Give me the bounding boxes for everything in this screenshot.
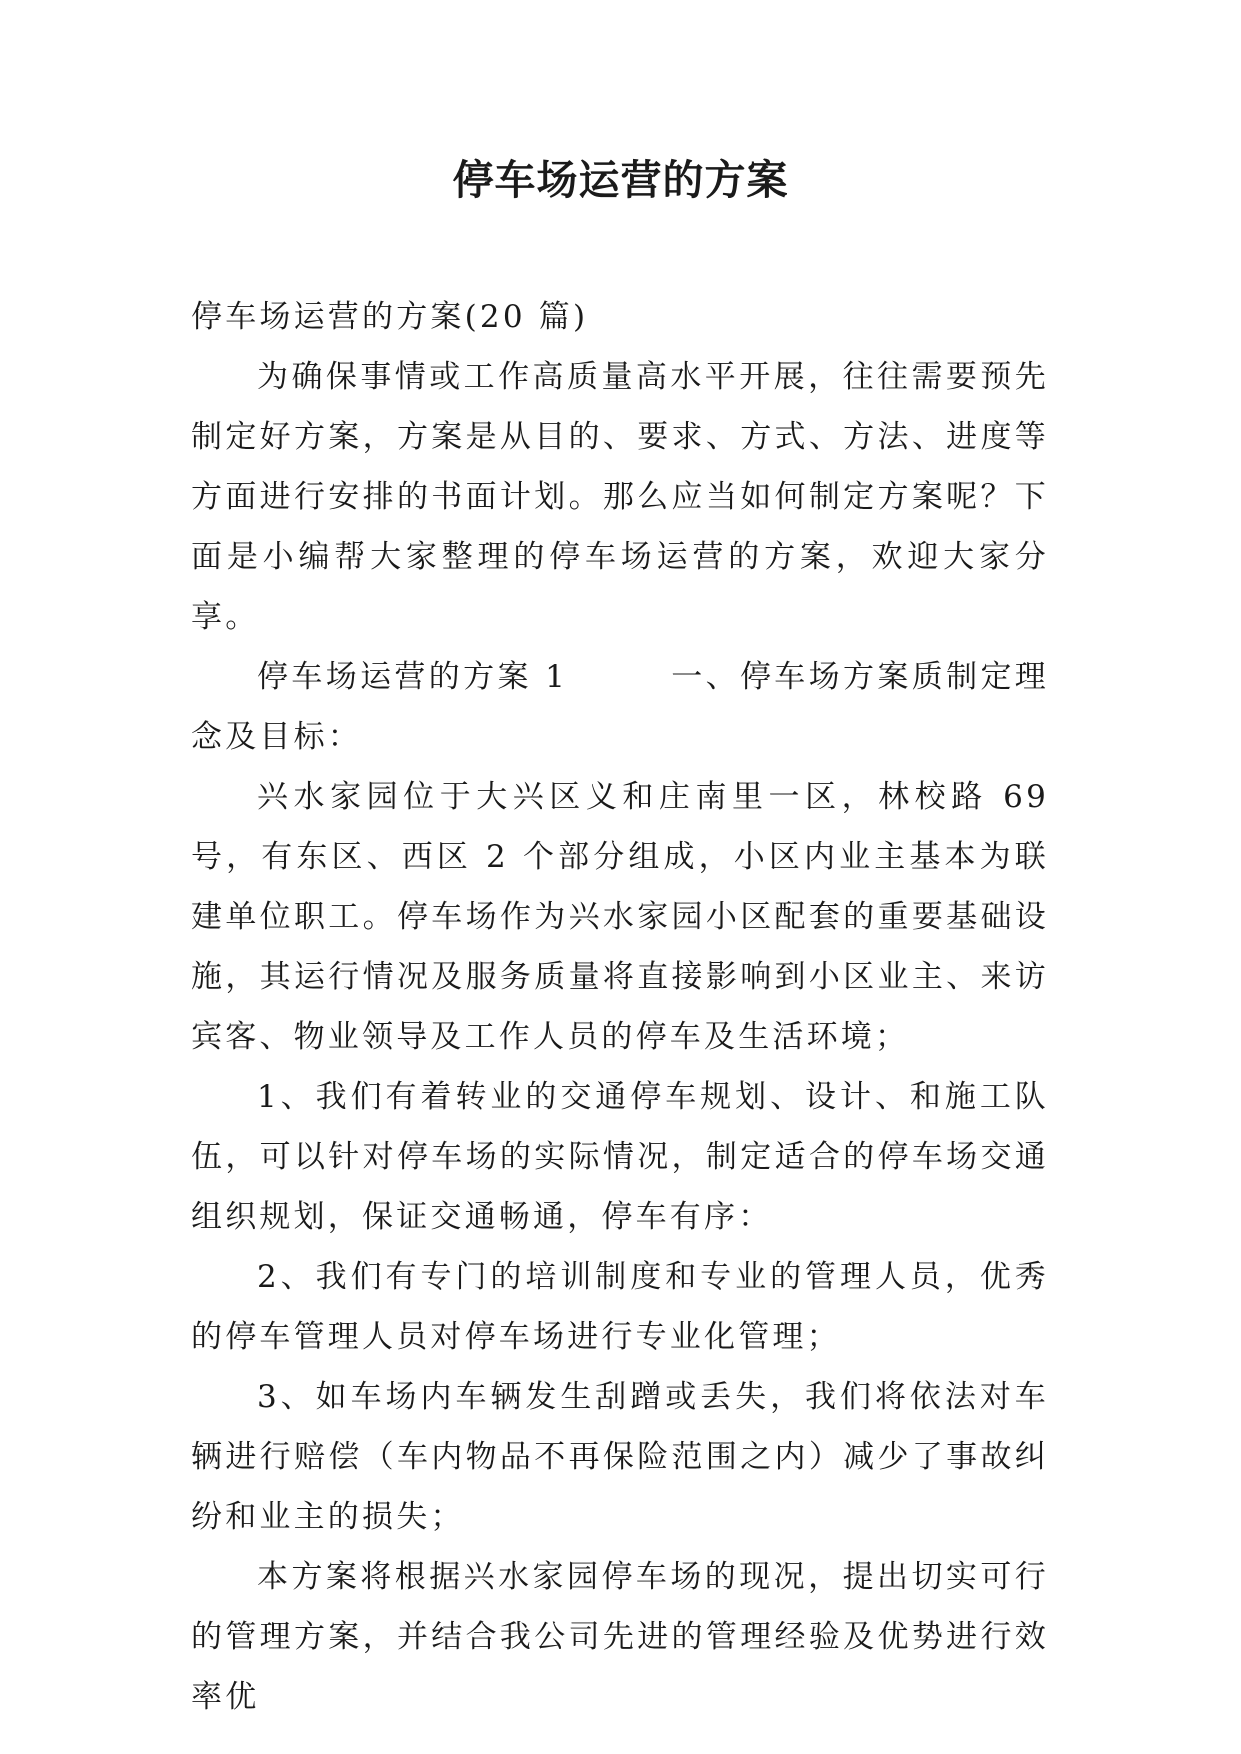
paragraph-subtitle: 停车场运营的方案(20 篇) [191,299,589,335]
paragraph-point-1: 1、我们有着转业的交通停车规划、设计、和施工队伍，可以针对停车场的实际情况，制定适合的停车场交通组织规划，保证交通畅通，停车有序： [191,1079,1049,1235]
paragraph-location: 兴水家园位于大兴区义和庄南里一区，林校路 69 号，有东区、西区 2 个部分组成，小区内业主基本为联建单位职工。停车场作为兴水家园小区配套的重要基础设施，其运行情况及服务质量将直接影响到小区业主、来访宾客、物业领导及工作人员的停车及生活环境； [191,779,1049,1055]
document-body [191,287,1049,1727]
paragraph-point-2: 2、我们有专门的培训制度和专业的管理人员，优秀的停车管理人员对停车场进行专业化管理； [191,1259,1049,1355]
paragraph-intro: 为确保事情或工作高质量高水平开展，往往需要预先制定好方案，方案是从目的、要求、方式、方法、进度等方面进行安排的书面计划。那么应当如何制定方案呢？下面是小编帮大家整理的停车场运营的方案，欢迎大家分享。 [191,359,1049,635]
document-title: 停车场运营的方案 [452,156,789,204]
paragraph-point-3: 3、如车场内车辆发生刮蹭或丢失，我们将依法对车辆进行赔偿（车内物品不再保险范围之内）减少了事故纠纷和业主的损失； [191,1379,1049,1535]
paragraph-conclusion: 本方案将根据兴水家园停车场的现况，提出切实可行的管理方案，并结合我公司先进的管理经验及优势进行效率优 [191,1559,1049,1715]
paragraph-section-heading: 停车场运营的方案 1 一、停车场方案质制定理念及目标： [191,659,1049,755]
